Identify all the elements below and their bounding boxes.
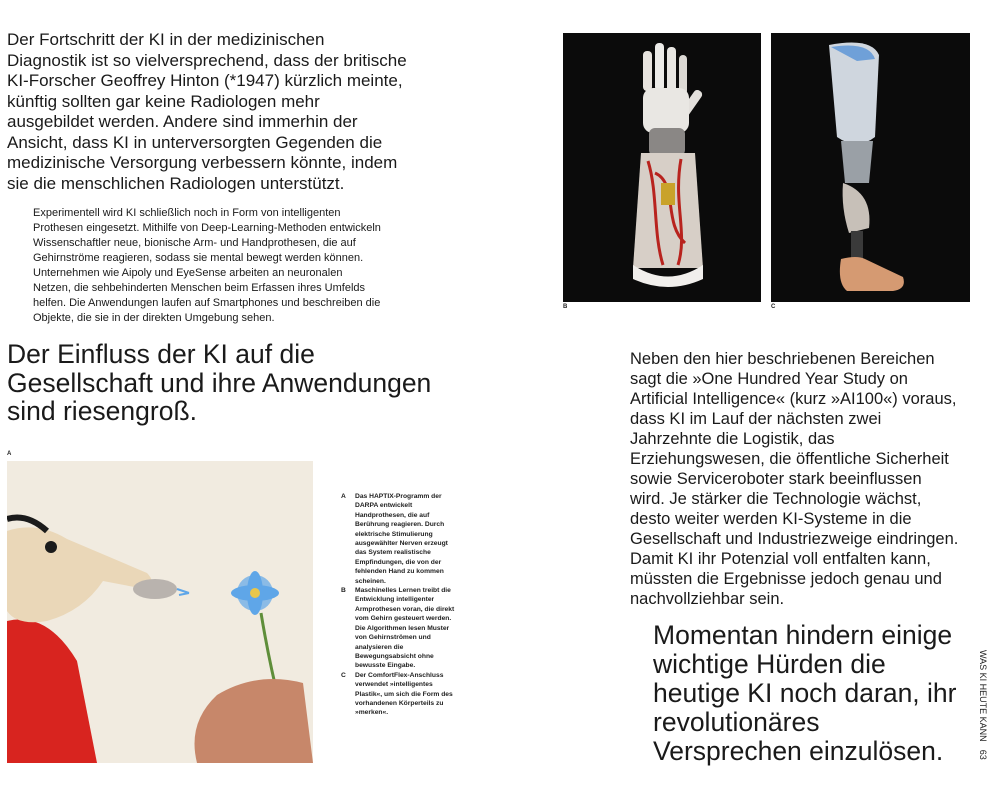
caption-c <box>341 671 461 718</box>
figure-letter-c: C <box>771 304 776 310</box>
caption-a-text: Das HAPTIX-Programm der DARPA entwickelt Handprothesen, die auf Berührung reagieren. Durch elektrische Stimulierung ausgewählter Nerven erzeugt das System realistische Empfindungen, die von der fehlenden Hand zu kommen scheinen. <box>355 493 448 585</box>
headline-right: Momentan hindern einige wichtige Hürden die heutige KI noch daran, ihr revolutionäres Versprechen einzulösen. <box>653 620 957 766</box>
prosthesis-paragraph: Experimentell wird KI schließlich noch in Form von intelligenten Prothesen eingesetzt. Mithilfe von Deep-Learning-Methoden entwickeln Wissenschaftler neue, bionische Arm- und Handprothesen, die auf Gehirnströme reagieren, sodass sie mental bewegt werden können. Unternehmen wie Aipoly und EyeSense arbeiten an neuronalen Netzen, die sehbehinderten Menschen beim Erfassen ihres Umfelds helfen. Die Anwendungen laufen auf Smartphones und beschreiben die Objekte, die sie in der direkten Umgebung sehen. <box>33 207 381 324</box>
caption-b-key: B <box>341 587 346 595</box>
photo-prosthetic-arm <box>563 33 761 302</box>
intro-paragraph: Der Fortschritt der KI in der medizinischen Diagnostik ist so vielversprechend, dass der britische KI-Forscher Geoffrey Hinton (*1947) kürzlich meinte, künftig sollten gar keine Radiologen mehr ausgebildet werden. Andere sind immerhin der Ansicht, dass KI in unterversorgten Gegenden die medizinische Versorgung verbessern könnte, indem sie die menschlichen Radiologen unterstützt. <box>7 30 407 193</box>
caption-a-key: A <box>341 493 346 500</box>
caption-b <box>341 586 461 671</box>
running-head-title: WAS KI HEUTE KANN <box>978 650 988 742</box>
figure-captions <box>341 492 461 718</box>
figure-letter-b: B <box>563 304 568 310</box>
page-number: 63 <box>978 749 988 760</box>
photo-prosthetic-hand-flower <box>7 461 313 763</box>
caption-c-key: C <box>341 671 346 679</box>
figure-letter-a: A <box>7 451 12 457</box>
photo-prosthetic-leg <box>771 33 970 302</box>
right-paragraph: Neben den hier beschriebenen Bereichen sagt die »One Hundred Year Study on Artificial Intelligence« (kurz »AI100«) voraus, dass KI im Lauf der nächsten zwei Jahrzehnte die Logistik, das Erziehungswesen, die öffentliche Sicherheit sowie Serviceroboter stark beeinflussen wird. Je stärker die Technologie wächst, desto weiter werden KI-Systeme in die Gesellschaft und Industriezweige eindringen. Damit KI ihr Potenzial voll entfalten kann, müssten die Ergebnisse jedoch genau und nachvollziehbar sein. <box>630 350 959 608</box>
running-head <box>976 650 988 760</box>
caption-b-text: Maschinelles Lernen treibt die Entwicklung intelligenter Armprothesen voran, die direkt vom Gehirn gesteuert werden. Die Algorithmen lesen Muster von Gehirnströmen und analysieren die Bewegungsabsicht ohne bewusste Eingabe. <box>355 587 455 670</box>
headline-left: Der Einfluss der KI auf die Gesellschaft und ihre Anwendungen sind riesengroß. <box>7 339 432 426</box>
caption-c-text: Der ComfortFlex-Anschluss verwendet »intelligentes Plastik«, um sich die Form des vorhandenen Körperteils zu »merken«. <box>355 671 453 717</box>
caption-a <box>341 492 461 586</box>
